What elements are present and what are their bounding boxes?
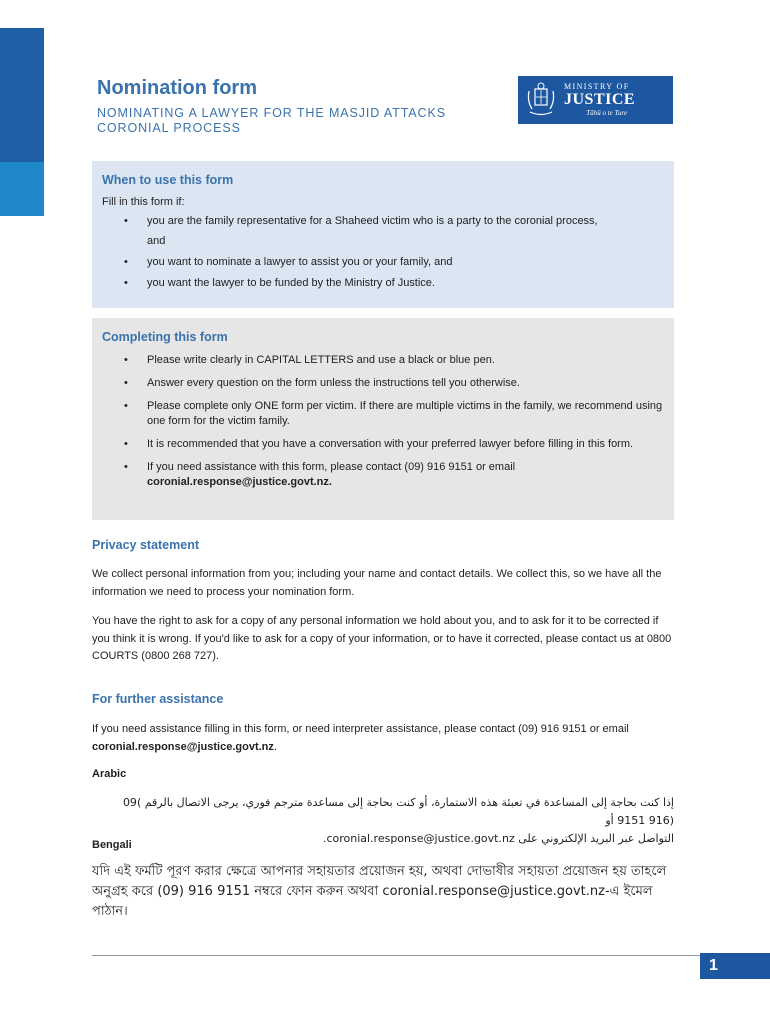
side-accent-bar-dark [0,28,44,162]
completing-box [92,318,674,520]
privacy-heading: Privacy statement [92,538,200,552]
arabic-line-1: إذا كنت بحاجة إلى المساعدة في تعبئة هذه الاستمارة، أو كنت بحاجة إلى مساعدة مترجم فوري، يرجى الاتصال بالرقم )09 (916 9151 أو [122,796,674,827]
when-to-use-heading: When to use this form [102,173,234,187]
completing-list [102,353,664,490]
contact-email-link[interactable]: coronial.response@justice.govt.nz. [147,476,332,488]
bengali-paragraph: যদি এই ফর্মটি পূরণ করার ক্ষেত্রে আপনার সহায়তার প্রয়োজন হয়, অথবা দোভাষীর সহায়তা প্রয়োজন হয় তাহলে অনুগ্রহ করে (09) 916 9151 নম্বরে ফোন করুন অথবা coronial.response@justice.govt.nz-এ ইমেল পাঠান। [92,864,667,919]
ministry-of-justice-logo [518,76,673,124]
logo-justice: JUSTICE [564,91,636,108]
page-title: Nomination form [97,77,257,99]
when-to-use-list [102,214,664,291]
list-item: • you are the family representative for a Shaheed victim who is a party to the coronial process, and [102,214,664,249]
list-item: • Please write clearly in CAPITAL LETTERS and use a black or blue pen. [102,353,664,368]
list-item [102,460,664,490]
list-item: • It is recommended that you have a conversation with your preferred lawyer before filling in this form. [102,437,664,452]
page-subtitle: NOMINATING A LAWYER FOR THE MASJID ATTACKS CORONIAL PROCESS [97,106,446,135]
privacy-paragraph-2: You have the right to ask for a copy of any personal information we hold about you, and to ask for it to be corrected if you think it is wrong. If you'd like to ask for a copy of your information, or to have it corrected, please contact us at 0800 COURTS (0800 268 727). [92,615,672,662]
arabic-heading: Arabic [92,768,127,780]
arabic-paragraph [100,794,674,848]
coat-of-arms-icon [526,81,556,119]
assistance-paragraph: If you need assistance filling in this form, or need interpreter assistance, please contact (09) 916 9151 or email coronial.response@justice.govt.nz. [92,723,629,753]
arabic-line-2: التواصل عبر البريد الإلكتروني على coronial.response@justice.govt.nz. [322,832,674,845]
logo-maori-name: Tāhū o te Ture [586,109,628,117]
assistance-heading: For further assistance [92,692,224,706]
list-item: • you want the lawyer to be funded by the Ministry of Justice. [102,276,664,291]
when-to-use-lead: Fill in this form if: [102,196,185,208]
bengali-heading: Bengali [92,839,132,851]
list-item: • you want to nominate a lawyer to assist you or your family, and [102,255,664,270]
contact-text: If you need assistance with this form, please contact (09) 916 9151 or email [147,461,516,473]
when-to-use-box [92,161,674,308]
assistance-email-link[interactable]: coronial.response@justice.govt.nz [92,740,274,753]
logo-ministry-of: MINISTRY OF [564,82,630,91]
side-accent-bar-light [0,162,44,216]
list-item: • Answer every question on the form unless the instructions tell you otherwise. [102,376,664,391]
page-number: 1 [700,953,770,979]
footer-divider [92,955,770,956]
list-item: • Please complete only ONE form per victim. If there are multiple victims in the family, we recommend using one form for the victim family. [102,399,664,429]
completing-heading: Completing this form [102,330,228,344]
privacy-paragraph-1: We collect personal information from you; including your name and contact details. We collect this, so we have all the information we need to process your nomination form. [92,568,662,598]
